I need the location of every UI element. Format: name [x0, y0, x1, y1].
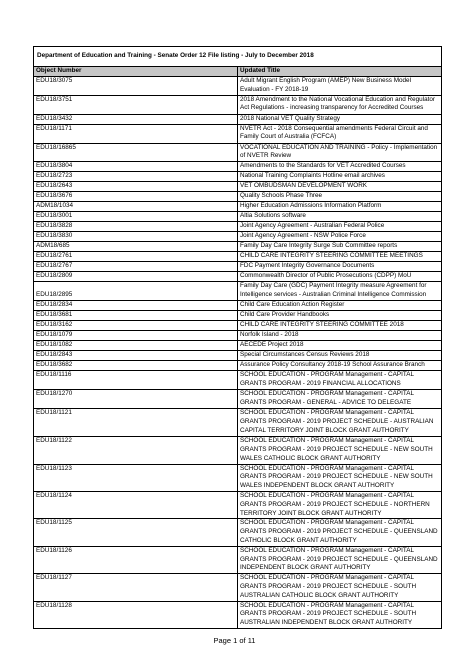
table-row	[34, 212, 442, 222]
object-number-cell: EDU18/2723	[34, 172, 238, 182]
object-number-cell: EDU18/1171	[34, 124, 238, 143]
updated-title-cell: Altia Solutions software	[238, 212, 442, 222]
object-number-cell: EDU18/3432	[34, 114, 238, 124]
object-number-cell: ADM18/1034	[34, 202, 238, 212]
table-row	[34, 361, 442, 371]
table-row	[34, 301, 442, 311]
table-row	[34, 519, 442, 546]
object-number-cell: EDU18/3830	[34, 232, 238, 242]
document-title: Department of Education and Training - Senate Order 12 File listing - July to December 2018	[34, 47, 442, 67]
table-row	[34, 192, 442, 202]
object-number-cell: EDU18/3828	[34, 222, 238, 232]
object-number-cell: EDU18/1124	[34, 491, 238, 518]
object-number-cell: EDU18/2643	[34, 182, 238, 192]
table-row	[34, 437, 442, 464]
table-row	[34, 282, 442, 301]
object-number-cell: EDU18/1128	[34, 601, 238, 628]
page-number: Page 1 of 11	[213, 636, 256, 645]
object-number-cell: EDU18/1116	[34, 371, 238, 390]
object-number-cell: EDU18/1079	[34, 331, 238, 341]
updated-title-cell: Higher Education Admissions Information Platform	[238, 202, 442, 212]
updated-title-cell: CHILD CARE INTEGRITY STEERING COMMITTEE MEETINGS	[238, 252, 442, 262]
object-number-cell: EDU18/2834	[34, 301, 238, 311]
table-row	[34, 321, 442, 331]
object-number-cell: EDU18/3162	[34, 321, 238, 331]
updated-title-cell: 2018 National VET Quality Strategy	[238, 114, 442, 124]
table-row	[34, 222, 442, 232]
table-row	[34, 182, 442, 192]
updated-title-cell: SCHOOL EDUCATION - PROGRAM Management - CAPITAL GRANTS PROGRAM - 2019 FINANCIAL ALLOCATIONS	[238, 371, 442, 390]
updated-title-cell: Joint Agency Agreement - Australian Federal Police	[238, 222, 442, 232]
table-row	[34, 546, 442, 573]
table-row	[34, 601, 442, 628]
object-number-cell: EDU18/3676	[34, 192, 238, 202]
updated-title-cell: Assurance Policy Consultancy 2018-19 School Assurance Branch	[238, 361, 442, 371]
updated-title-cell: FDC Payment Integrity Governance Documents	[238, 262, 442, 272]
updated-title-cell: Adult Migrant English Program (AMEP) New Business Model Evaluation - FY 2018-19	[238, 77, 442, 96]
object-number-cell: EDU18/3682	[34, 361, 238, 371]
table-row	[34, 95, 442, 114]
updated-title-cell: Quality Schools Phase Three	[238, 192, 442, 202]
updated-title-cell: SCHOOL EDUCATION - PROGRAM Management - CAPITAL GRANTS PROGRAM - 2019 PROJECT SCHEDULE - AUSTRALIAN CAPITAL TERRITORY JOINT BLOCK GRANT AUTHORITY	[238, 409, 442, 437]
object-number-cell: EDU18/16865	[34, 143, 238, 162]
object-number-cell: EDU18/1125	[34, 519, 238, 546]
object-number-cell: EDU18/1123	[34, 464, 238, 491]
table-row	[34, 371, 442, 390]
table-row	[34, 162, 442, 172]
table-row	[34, 311, 442, 321]
updated-title-cell: SCHOOL EDUCATION - PROGRAM Management - CAPITAL GRANTS PROGRAM - 2019 PROJECT SCHEDULE - NORTHERN TERRITORY JOINT BLOCK GRANT AUTHORITY	[238, 491, 442, 518]
updated-title-cell: Family Day Care Integrity Surge Sub Committee reports	[238, 242, 442, 252]
updated-title-cell: Amendments to the Standards for VET Accredited Courses	[238, 162, 442, 172]
column-header-updated-title: Updated Title	[238, 67, 442, 77]
object-number-cell: EDU18/1082	[34, 341, 238, 351]
table-row	[34, 252, 442, 262]
object-number-cell: EDU18/2809	[34, 272, 238, 282]
table-row	[34, 242, 442, 252]
updated-title-cell: SCHOOL EDUCATION - PROGRAM Management - CAPITAL GRANTS PROGRAM - 2019 PROJECT SCHEDULE - SOUTH AUSTRALIAN CATHOLIC BLOCK GRANT AUTHORITY	[238, 574, 442, 601]
updated-title-cell: VET OMBUDSMAN DEVELOPMENT WORK	[238, 182, 442, 192]
object-number-cell: EDU18/3804	[34, 162, 238, 172]
updated-title-cell: National Training Complaints Hotline email archives	[238, 172, 442, 182]
updated-title-cell: NVETR Act - 2018 Consequential amendments Federal Circuit and Family Court of Australia (FCFCA)	[238, 124, 442, 143]
table-row	[34, 172, 442, 182]
table-row	[34, 262, 442, 272]
object-number-cell: EDU18/3075	[34, 77, 238, 96]
object-number-cell: EDU18/2767	[34, 262, 238, 272]
file-listing-table	[33, 46, 442, 629]
table-row	[34, 77, 442, 96]
table-row	[34, 464, 442, 491]
object-number-cell: EDU18/1126	[34, 546, 238, 573]
object-number-cell: EDU18/2843	[34, 351, 238, 361]
column-header-object-number: Object Number	[34, 67, 238, 77]
table-row	[34, 202, 442, 212]
header-row	[34, 67, 442, 77]
table-row	[34, 409, 442, 437]
object-number-cell: EDU18/3001	[34, 212, 238, 222]
table-row	[34, 114, 442, 124]
updated-title-cell: SCHOOL EDUCATION - PROGRAM Management - CAPITAL GRANTS PROGRAM - GENERAL - ADVICE TO DELEGATE	[238, 390, 442, 409]
table-row	[34, 272, 442, 282]
table-row	[34, 232, 442, 242]
table-row	[34, 491, 442, 518]
object-number-cell: EDU18/2761	[34, 252, 238, 262]
table-row	[34, 351, 442, 361]
object-number-cell: EDU18/1270	[34, 390, 238, 409]
updated-title-cell: Commonwealth Director of Public Prosecutions (CDPP) MoU	[238, 272, 442, 282]
updated-title-cell: Family Day Care (GDC) Payment Integrity measure Agreement for Intelligence services - Australian Criminal Intelligence Commission	[238, 282, 442, 301]
updated-title-cell: Child Care Education Action Register	[238, 301, 442, 311]
object-number-cell: ADM18/685	[34, 242, 238, 252]
updated-title-cell: Special Circumstances Census Reviews 2018	[238, 351, 442, 361]
object-number-cell: EDU18/3681	[34, 311, 238, 321]
updated-title-cell: SCHOOL EDUCATION - PROGRAM Management - CAPITAL GRANTS PROGRAM - 2019 PROJECT SCHEDULE - NEW SOUTH WALES INDEPENDENT BLOCK GRANT AUTHORITY	[238, 464, 442, 491]
object-number-cell: EDU18/1122	[34, 437, 238, 464]
updated-title-cell: SCHOOL EDUCATION - PROGRAM Management - CAPITAL GRANTS PROGRAM - 2019 PROJECT SCHEDULE - QUEENSLAND CATHOLIC BLOCK GRANT AUTHORITY	[238, 519, 442, 546]
table-row	[34, 390, 442, 409]
object-number-cell: EDU18/2895	[34, 282, 238, 301]
updated-title-cell: Child Care Provider Handbooks	[238, 311, 442, 321]
table-row	[34, 331, 442, 341]
table-row	[34, 143, 442, 162]
updated-title-cell: CHILD CARE INTEGRITY STEERING COMMITTEE 2018	[238, 321, 442, 331]
object-number-cell: EDU18/1121	[34, 409, 238, 437]
updated-title-cell: VOCATIONAL EDUCATION AND TRAINING - Policy - Implementation of NVETR Review	[238, 143, 442, 162]
updated-title-cell: AECEDE Project 2018	[238, 341, 442, 351]
updated-title-cell: 2018 Amendment to the National Vocational Education and Regulator Act Regulations - increasing transparency for Accredited Courses	[238, 95, 442, 114]
object-number-cell: EDU18/3751	[34, 95, 238, 114]
object-number-cell: EDU18/1127	[34, 574, 238, 601]
updated-title-cell: Joint Agency Agreement - NSW Police Force	[238, 232, 442, 242]
updated-title-cell: SCHOOL EDUCATION - PROGRAM Management - CAPITAL GRANTS PROGRAM - 2019 PROJECT SCHEDULE - QUEENSLAND INDEPENDENT BLOCK GRANT AUTHORITY	[238, 546, 442, 573]
table-row	[34, 574, 442, 601]
table-row	[34, 341, 442, 351]
title-row	[34, 47, 442, 67]
table-row	[34, 124, 442, 143]
updated-title-cell: Norfolk Island - 2018	[238, 331, 442, 341]
updated-title-cell: SCHOOL EDUCATION - PROGRAM Management - CAPITAL GRANTS PROGRAM - 2019 PROJECT SCHEDULE - NEW SOUTH WALES CATHOLIC BLOCK GRANT AUTHORITY	[238, 437, 442, 464]
updated-title-cell: SCHOOL EDUCATION - PROGRAM Management - CAPITAL GRANTS PROGRAM - 2019 PROJECT SCHEDULE - SOUTH AUSTRALIAN INDEPENDENT BLOCK GRANT AUTHORITY	[238, 601, 442, 628]
